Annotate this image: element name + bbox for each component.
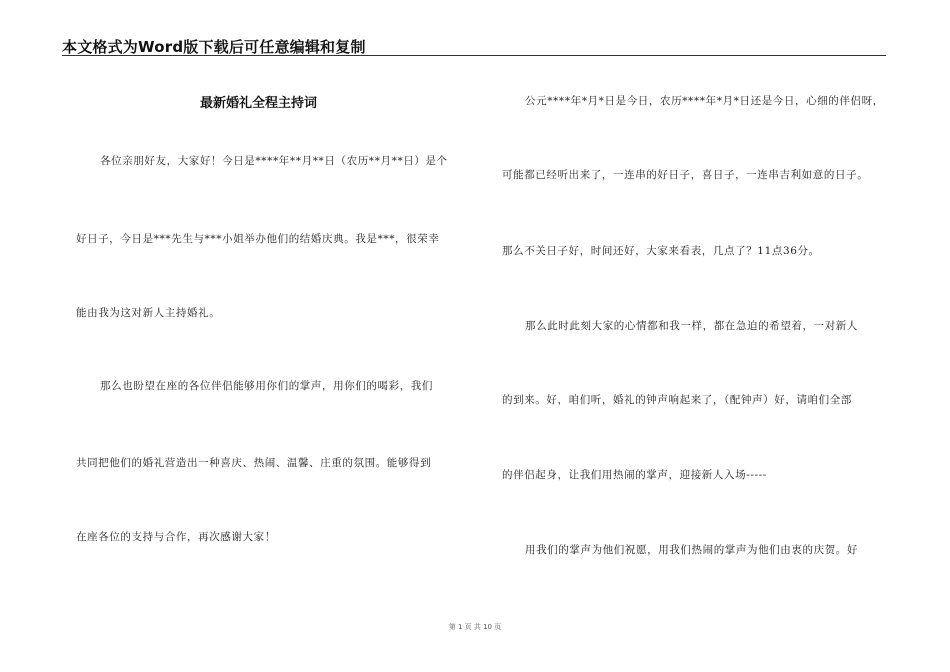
right-paragraph-line: 的伴侣起身，让我们用热闹的掌声，迎接新人入场-----: [502, 469, 767, 481]
document-title: 最新婚礼全程主持词: [200, 96, 318, 111]
page-number: 第 1 页 共 10 页: [448, 623, 502, 631]
left-paragraph-line: 共同把他们的婚礼营造出一种喜庆、热闹、温馨、庄重的氛围。能够得到: [76, 457, 432, 469]
left-paragraph-line: 那么也盼望在座的各位伴侣能够用你们的掌声，用你们的喝彩，我们: [100, 380, 433, 392]
left-paragraph-line: 在座各位的支持与合作，再次感谢大家！: [76, 531, 276, 543]
right-paragraph-line: 用我们的掌声为他们祝愿，用我们热闹的掌声为他们由衷的庆贺。好: [525, 544, 858, 556]
left-paragraph-line: 能由我为这对新人主持婚礼。: [76, 307, 221, 319]
right-paragraph-line: 那么不关日子好，时间还好，大家来看表，几点了？11点36分。: [502, 245, 820, 257]
left-paragraph-line: 各位亲朋好友，大家好！今日是****年**月**日（农历**月**日）是个: [100, 155, 448, 167]
document-header: 本文格式为Word版下载后可任意编辑和复制: [62, 38, 366, 56]
right-paragraph-line: 的到来。好，咱们听，婚礼的钟声响起来了，（配钟声）好，请咱们全部: [502, 394, 852, 406]
header-divider: [62, 55, 886, 56]
right-paragraph-line: 可能都已经听出来了，一连串的好日子，喜日子，一连串吉利如意的日子。: [502, 169, 869, 181]
right-paragraph-line: 公元****年*月*日是今日，农历****年*月*日还是今日，心细的伴侣呀，: [525, 95, 884, 107]
right-paragraph-line: 那么此时此刻大家的心情都和我一样，都在急迫的希望着，一对新人: [525, 320, 858, 332]
left-paragraph-line: 好日子，今日是***先生与***小姐举办他们的结婚庆典。我是***，很荣幸: [76, 233, 440, 245]
